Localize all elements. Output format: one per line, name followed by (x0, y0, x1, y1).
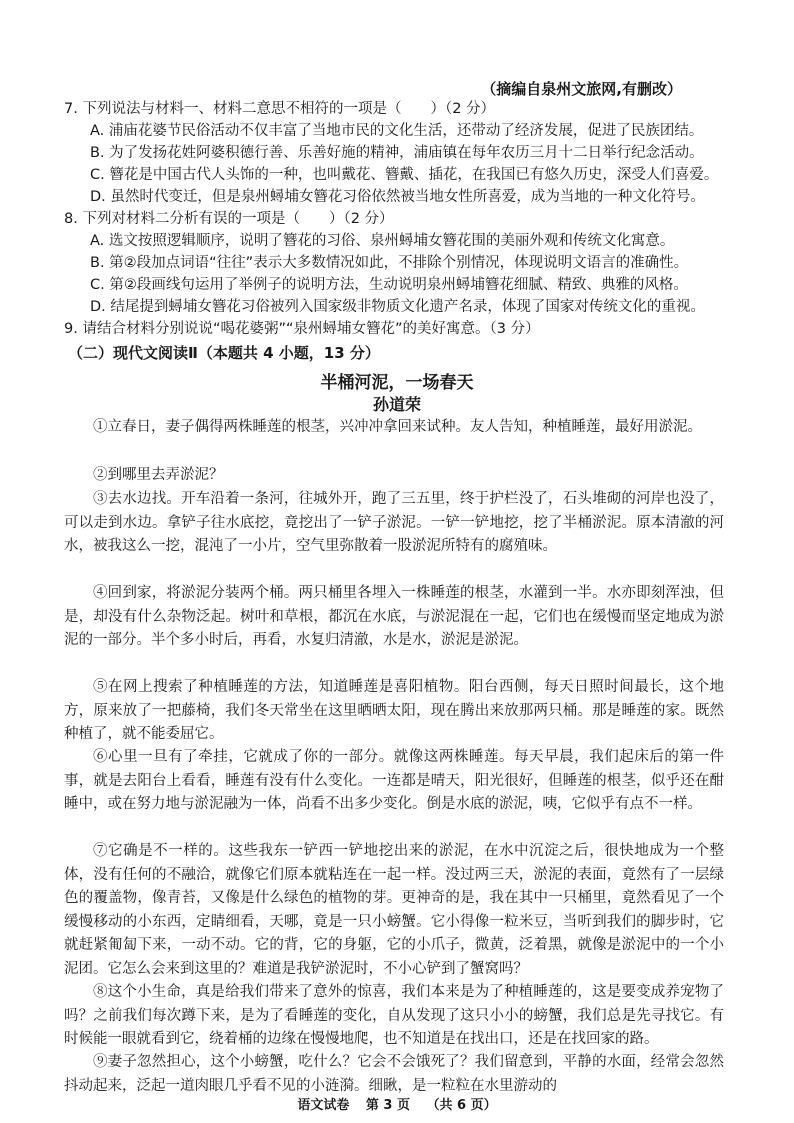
article-paragraph-7: ⑦它确是不一样的。这些我东一铲西一铲地挖出来的淤泥，在水中沉淀之后，很快地成为一个整体，没有任何的不融洽，就像它们原本就粘连在一起一样。没过两三天，淤泥的表面，竟然有了一层绿色的覆盖物，像青苔，又像是什么绿色的植物的芽。更神奇的是，我在其中一只桶里，竟然看见了一个缓慢移动的小东西，定睛细看，天哪，竟是一只小螃蟹。它小得像一粒米豆，当听到我们的脚步时，它就赶紧匍匐下来，一动不动。它的背，它的身躯，它的小爪子，微黄，泛着黑，就像是淤泥中的一个小泥团。它怎么会来到这里的？难道是我铲淤泥时，不小心铲到了蟹窝吗？ (64, 843, 724, 977)
question-8-option-b: B. 第②段加点词语“往往”表示大多数情况如此，不排除个别情况，体现说明文语言的准确性。 (90, 255, 689, 271)
page-footer (0, 1094, 794, 1113)
article-author: 孙道荣 (372, 395, 421, 414)
question-7-stem: 7. 下列说法与材料一、材料二意思不相符的一项是（ ）（2 分） (64, 101, 496, 117)
article-paragraph-8: ⑧这个小生命，真是给我们带来了意外的惊喜，我们本来是为了种植睡莲的，这是要变成养宠物了吗？之前我们每次蹲下来，是为了看睡莲的变化，自从发现了这只小小的螃蟹，我们总是先寻找它。有时候能一眼就看到它，绕着桶的边缘在慢慢地爬，也不知道是在找出口，还是在找回家的路。 (64, 984, 724, 1047)
footer-subject: 语文试卷 (297, 1098, 350, 1113)
question-8-option-d: D. 结尾提到蟳埔女簪花习俗被列入国家级非物质文化遗产名录，体现了国家对传统文化的重视。 (90, 299, 705, 315)
footer-page: 第 3 页 (365, 1098, 410, 1113)
question-9-stem: 9. 请结合材料分别说说“喝花婆粥”“泉州蟳埔女簪花”的美好寓意。（3 分） (64, 321, 540, 337)
question-8-option-a: A. 选文按照逻辑顺序，说明了簪花的习俗、泉州蟳埔女簪花围的美丽外观和传统文化寓意。 (90, 233, 675, 249)
question-8-stem: 8. 下列对材料二分析有误的一项是（ ）（2 分） (64, 211, 394, 227)
article-paragraph-9: ⑨妻子忽然担心，这个小螃蟹，吃什么？它会不会饿死了？我们留意到，平静的水面，经常会忽然抖动起来，泛起一道肉眼几乎看不见的小涟漪。细瞅，是一粒粒在水里游动的 (64, 1054, 724, 1094)
article-paragraph-5: ⑤在网上搜索了种植睡莲的方法，知道睡莲是喜阳植物。阳台西侧，每天日照时间最长，这个地方，原来放了一把藤椅，我们冬天常坐在这里晒晒太阳，现在腾出来放那两只桶。那是睡莲的家。既然种植了，就不能委屈它。 (64, 679, 724, 742)
article-title: 半桶河泥，一场春天 (320, 373, 474, 393)
question-7-option-c: C. 簪花是中国古代人头饰的一种，也叫戴花、簪戴、插花，在我国已有悠久历史，深受人们喜爱。 (90, 167, 719, 183)
question-7-option-d: D. 虽然时代变迁，但是泉州蟳埔女簪花习俗依然被当地女性所喜爱，成为当地的一种文化符号。 (90, 189, 705, 205)
article-paragraph-2: ②到哪里去弄淤泥？ (93, 467, 224, 483)
article-paragraph-1: ①立春日，妻子偶得两株睡莲的根茎，兴冲冲拿回来试种。友人告知，种植睡莲，最好用淤泥。 (93, 419, 702, 435)
source-note: （摘编自泉州文旅网,有删改） (481, 80, 682, 98)
article-paragraph-4: ④回到家，将淤泥分装两个桶。两只桶里各埋入一株睡莲的根茎，水灌到一半。水亦即刻浑浊，但是，却没有什么杂物泛起。树叶和草根，都沉在水底，与淤泥混在一起，它们也在缓慢而坚定地成为淤泥的一部分。半个多小时后，再看，水复归清澈，水是水，淤泥是淤泥。 (64, 585, 724, 648)
article-paragraph-3: ③去水边找。开车沿着一条河，往城外开，跑了三五里，终于护栏没了，石头堆砌的河岸也没了，可以走到水边。拿铲子往水底挖，竟挖出了一铲子淤泥。一铲一铲地挖，挖了半桶淤泥。原本清澈的河水，被我这么一挖，混沌了一小片，空气里弥散着一股淤泥所特有的腐殖味。 (64, 491, 724, 554)
footer-total: （共 6 页） (426, 1098, 497, 1113)
article-paragraph-6: ⑥心里一旦有了牵挂，它就成了你的一部分。就像这两株睡莲。每天早晨，我们起床后的第一件事，就是去阳台上看看，睡莲有没有什么变化。一连都是晴天，阳光很好，但睡莲的根茎，似乎还在酣睡中，或在努力地与淤泥融为一体，尚看不出多少变化。倒是水底的淤泥，咦，它似乎有点不一样。 (64, 749, 724, 812)
question-8-option-c: C. 第②段画线句运用了举例子的说明方法，生动说明泉州蟳埔簪花细腻、精致、典雅的风格。 (90, 277, 688, 293)
section-heading: （二）现代文阅读Ⅱ（本题共 4 小题，13 分） (68, 344, 380, 362)
question-7-option-a: A. 浦庙花婆节民俗活动不仅丰富了当地市民的文化生活，还带动了经济发展，促进了民族团结。 (90, 123, 704, 139)
question-7-option-b: B. 为了发扬花姓阿婆积德行善、乐善好施的精神，浦庙镇在每年农历三月十二日举行纪念活动。 (90, 145, 704, 161)
